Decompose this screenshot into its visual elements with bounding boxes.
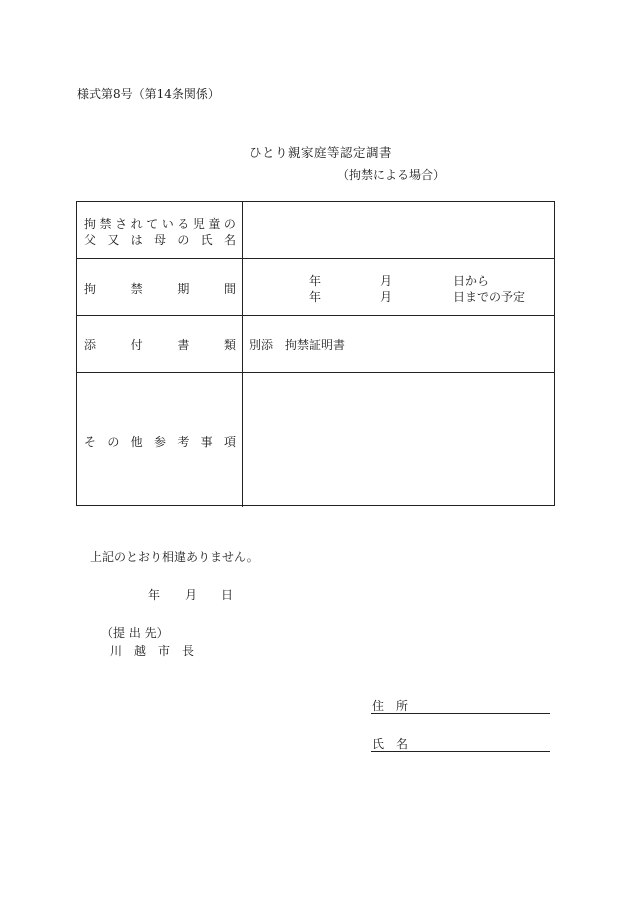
detention-period-label-cell — [77, 259, 243, 315]
table-row-detention-period — [77, 259, 554, 316]
address-field[interactable] — [371, 697, 550, 714]
period-end-year: 年 — [309, 290, 322, 304]
label-char: の — [177, 233, 190, 247]
name-label: 氏 名 — [372, 737, 409, 751]
attachments-value: 別添 拘禁証明書 — [249, 338, 346, 352]
label-char: 事 — [200, 435, 213, 449]
label-char: 添 — [84, 338, 97, 352]
label-char: 間 — [223, 282, 236, 296]
parent-name-label-line1 — [84, 215, 236, 232]
label-char: 他 — [130, 435, 143, 449]
label-char: て — [146, 217, 159, 231]
label-char: 名 — [223, 233, 236, 247]
label-char: の — [223, 217, 236, 231]
label-char: 拘 — [84, 282, 97, 296]
period-start-line — [243, 272, 554, 287]
label-char: 考 — [177, 435, 190, 449]
label-char: そ — [84, 435, 97, 449]
label-char: 母 — [153, 233, 166, 247]
table-row-other-notes — [77, 373, 554, 507]
date-year: 年 — [148, 588, 161, 602]
period-start-month: 月 — [380, 274, 393, 288]
label-char: い — [161, 217, 174, 231]
label-char: 童 — [208, 217, 221, 231]
form-table — [76, 201, 555, 506]
other-notes-label — [84, 433, 236, 450]
label-char: 拘 — [84, 217, 97, 231]
label-char: 付 — [130, 338, 143, 352]
label-char: 期 — [177, 282, 190, 296]
label-char: 参 — [153, 435, 166, 449]
label-char: 書 — [177, 338, 190, 352]
document-subtitle: （拘禁による場合） — [337, 168, 446, 182]
detention-period-label — [84, 280, 236, 297]
document-title: ひとり親家庭等認定調書 — [249, 145, 393, 160]
label-char: は — [130, 233, 143, 247]
label-char: 禁 — [99, 217, 112, 231]
parent-name-label-line2 — [84, 231, 236, 248]
attachments-label-cell — [77, 316, 243, 372]
recipient-label: （提 出 先） — [101, 626, 169, 640]
form-number: 様式第8号（第14条関係） — [77, 87, 220, 101]
label-char: 氏 — [200, 233, 213, 247]
period-end-line — [243, 288, 554, 303]
period-start-year: 年 — [309, 274, 322, 288]
parent-name-field[interactable] — [243, 202, 554, 258]
label-char: れ — [130, 217, 143, 231]
label-char: さ — [115, 217, 128, 231]
period-start-day: 日から — [453, 274, 490, 288]
period-end-month: 月 — [380, 290, 393, 304]
label-char: 又 — [107, 233, 120, 247]
label-char: る — [177, 217, 190, 231]
declaration-text: 上記のとおり相違ありません。 — [90, 550, 259, 564]
attachments-label — [84, 336, 236, 353]
label-char: 項 — [223, 435, 236, 449]
attachments-field — [243, 316, 554, 372]
table-row-attachments — [77, 316, 554, 373]
label-char: 類 — [223, 338, 236, 352]
detention-period-field[interactable] — [243, 259, 554, 315]
address-label: 住 所 — [372, 699, 409, 713]
period-end-day: 日までの予定 — [453, 290, 526, 304]
label-char: 禁 — [130, 282, 143, 296]
other-notes-field[interactable] — [243, 373, 554, 507]
other-notes-label-cell — [77, 373, 243, 507]
table-row-parent-name — [77, 202, 554, 259]
name-field[interactable] — [371, 735, 550, 752]
parent-name-label-cell — [77, 202, 243, 258]
recipient-name: 川 越 市 長 — [110, 644, 195, 658]
date-month: 月 — [185, 588, 198, 602]
label-char: の — [107, 435, 120, 449]
date-day: 日 — [221, 588, 234, 602]
label-char: 父 — [84, 233, 97, 247]
label-char: 児 — [192, 217, 205, 231]
